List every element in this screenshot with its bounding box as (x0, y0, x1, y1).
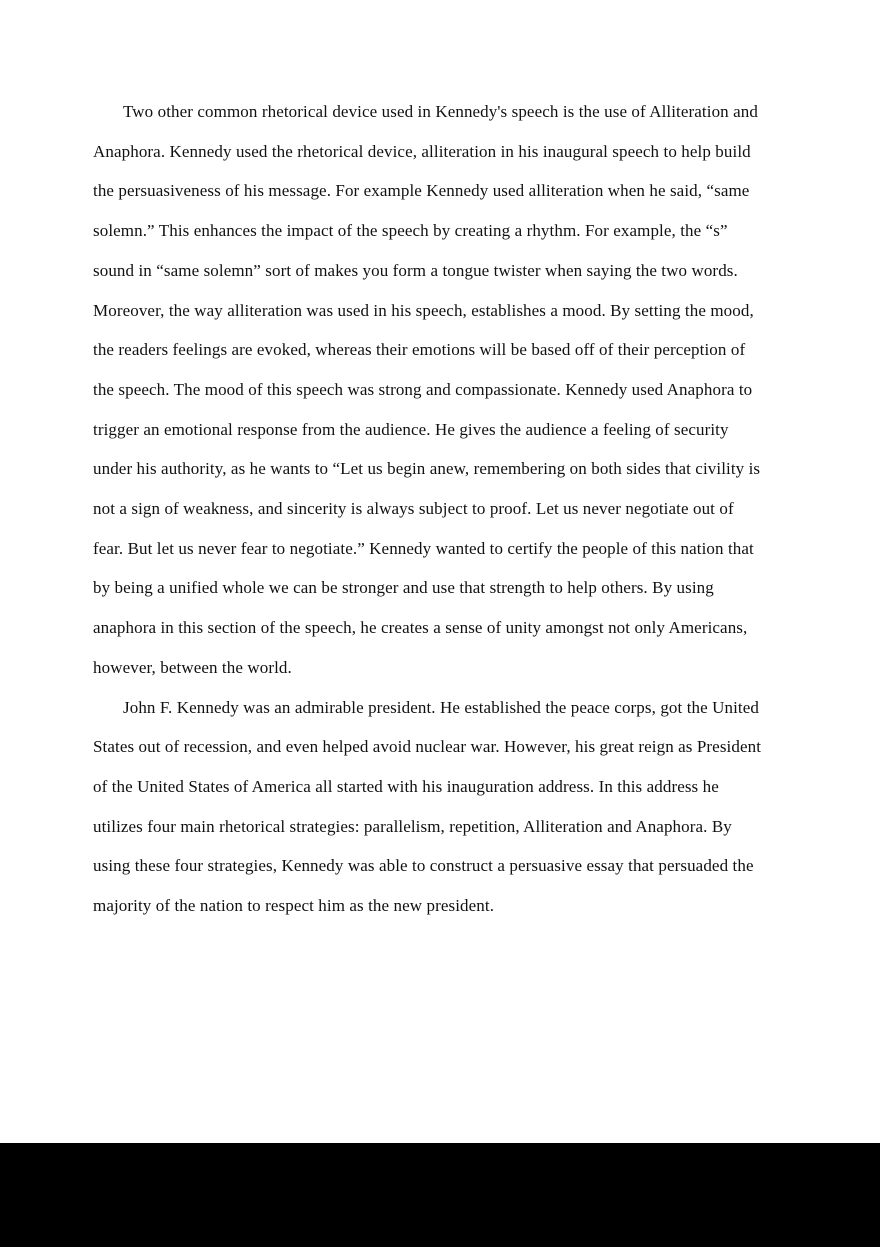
document-body (93, 92, 788, 926)
text-line: of the United States of America all started with his inauguration address. In this address he (93, 776, 719, 796)
text-line: sound in “same solemn” sort of makes you form a tongue twister when saying the two words. (93, 260, 738, 280)
text-line: the speech. The mood of this speech was strong and compassionate. Kennedy used Anaphora to (93, 379, 753, 399)
text-line: Two other common rhetorical device used in Kennedy's speech is the use of Alliteration and (123, 102, 758, 121)
text-line: utilizes four main rhetorical strategies: parallelism, repetition, Alliteration and Anaphora. By (93, 816, 732, 836)
bottom-black-bar (0, 1143, 880, 1247)
text-line: fear. But let us never fear to negotiate.” Kennedy wanted to certify the people of this nation that (93, 538, 754, 558)
text-line: States out of recession, and even helped avoid nuclear war. However, his great reign as President (93, 737, 762, 757)
text-line: by being a unified whole we can be stronger and use that strength to help others. By using (93, 578, 714, 598)
text-line: under his authority, as he wants to “Let us begin anew, remembering on both sides that civility is (93, 459, 761, 479)
text-line: solemn.” This enhances the impact of the speech by creating a rhythm. For example, the “s” (93, 221, 728, 241)
text-line: trigger an emotional response from the audience. He gives the audience a feeling of security (93, 419, 729, 439)
text-line: the persuasiveness of his message. For example Kennedy used alliteration when he said, “same (93, 181, 750, 201)
text-line: John F. Kennedy was an admirable president. He established the peace corps, got the United (123, 697, 759, 717)
text-line: Moreover, the way alliteration was used in his speech, establishes a mood. By setting the mood, (93, 300, 754, 320)
text-line: however, between the world. (93, 657, 292, 677)
text-line: Anaphora. Kennedy used the rhetorical device, alliteration in his inaugural speech to help build (93, 141, 751, 161)
text-line: not a sign of weakness, and sincerity is always subject to proof. Let us never negotiate out of (93, 499, 734, 519)
text-line: anaphora in this section of the speech, he creates a sense of unity amongst not only Americans, (93, 618, 748, 638)
text-line: majority of the nation to respect him as the new president. (93, 896, 495, 916)
text-line: the readers feelings are evoked, whereas their emotions will be based off of their perception of (93, 340, 746, 360)
text-line: using these four strategies, Kennedy was able to construct a persuasive essay that persuaded the (93, 856, 754, 876)
